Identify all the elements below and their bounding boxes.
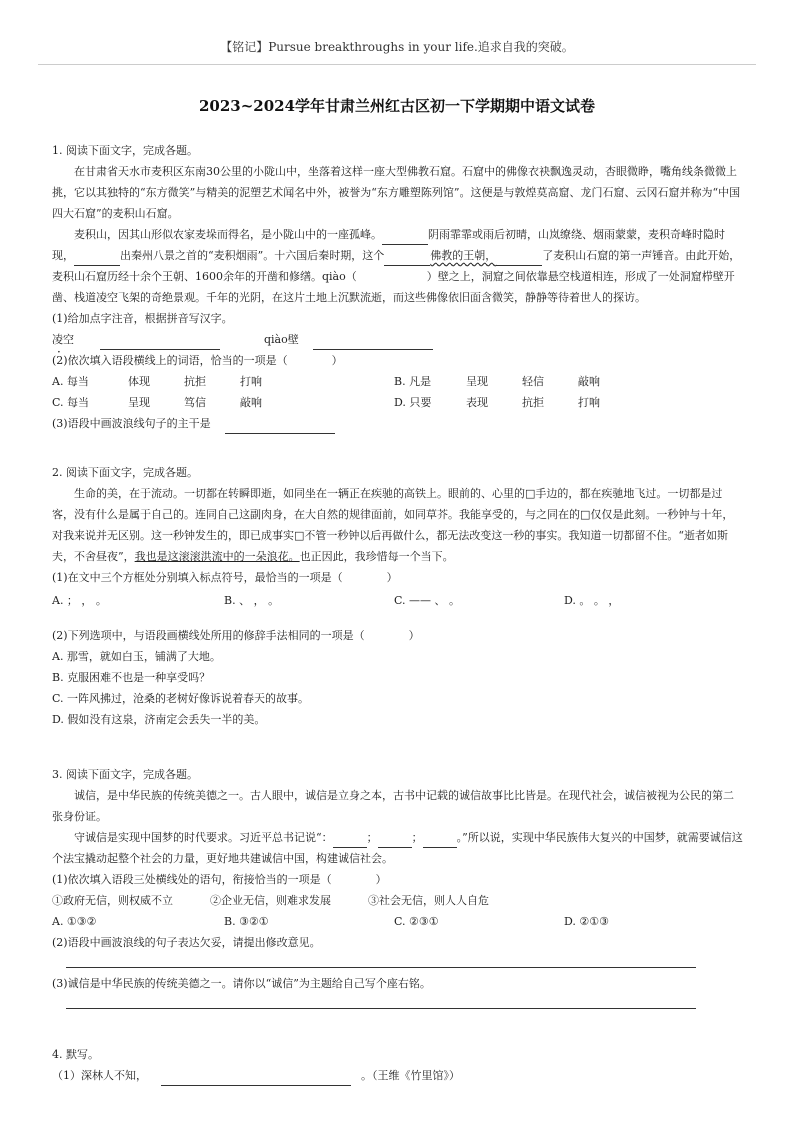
q1-opt-a-w4: 打响 [240,375,262,388]
q4-l1-part-a: （1）深林人不知， [52,1069,147,1082]
q1-option-b[interactable] [394,371,634,392]
q3-p2-part-a: 守诚信是实现中国梦的时代要求。习近平总书记说“： [74,831,333,844]
q2-option-c[interactable]: C. —— 、 。 [394,594,461,607]
q1-p2-part-d: 佛教的王朝， [430,249,497,262]
q2-option-a[interactable]: A. ； ， 。 [52,594,107,607]
q3-sub-3-answer-line[interactable] [66,1008,696,1009]
question-3 [52,764,744,994]
q1-word-qiaobi: qiào壁 [264,333,299,346]
q1-sub-3-answer-line[interactable] [225,420,335,434]
q4-blank-1[interactable] [161,1072,351,1086]
q1-p2-part-e: 了麦积山石窟的第一声锤音。由此开始，麦积山石窟历经十余个王朝、1600余年的开凿和修缮。qiào（ [52,249,741,283]
q2-choice-c[interactable]: C. 一阵风拂过，沧桑的老树好像诉说着春天的故事。 [52,692,310,705]
q1-opt-b-w1: B. 凡是 [394,375,432,388]
header-divider [38,64,756,65]
q1-word-lingkong: 凌空 [52,333,74,346]
q1-opt-c-w3: 笃信 [184,396,206,409]
q1-opt-b-w4: 敲响 [578,375,600,388]
q2-sub-1: (1)在文中三个方框处分别填入标点符号，最恰当的一项是（ ） [52,571,398,584]
q3-option-d[interactable]: D. ②①③ [564,915,610,928]
q1-sub-3 [52,413,744,434]
q3-paragraph-1: 诚信，是中华民族的传统美德之一。古人眼中，诚信是立身之本，古书中记载的诚信故事比比皆是。在现代社会，诚信被视为公民的第二张身份证。 [52,789,734,823]
q1-opt-d-w1: D. 只要 [394,396,432,409]
q2-choice-a[interactable]: A. 那雪，就如白玉，铺满了大地。 [52,650,221,663]
q3-sub-2-answer-line[interactable] [66,967,696,968]
question-1 [52,140,744,434]
q2-p1-part-a: 生命的美，在于流动。一切都在转瞬即逝，如同坐在一辆正在疾驰的高铁上。眼前的、心里的□手边的，都在疾驰地飞过。一切都是过客，没有什么是属于自己的。连同自己这副肉身，在大自然的规律面前，如同草芥。我能享受的，与之同在的□仅仅是此刻。一秒钟与十年，对我来说并无区别。这一秒钟发生的，即已成事实□不管一秒钟以后再做什么，都无法改变这一秒的事实。我知道一切都留不住。“逝者如斯夫，不舍昼夜”， [52,487,734,563]
q4-line-1 [52,1065,744,1086]
q1-p2-part-c: 出秦州八景之首的“麦积烟雨”。十六国后秦时期，这个 [120,249,385,262]
q1-sub-1-answers [52,329,744,350]
q3-options-row [52,911,744,932]
q3-p2-part-b: ； [366,831,378,844]
question-2 [52,462,744,730]
q3-items-row [52,890,744,911]
exam-title: 2023~2024学年甘肃兰州红古区初一下学期期中语文试卷 [198,97,596,115]
q3-p2-part-d: 。”所以说，实现中华民族伟大复兴的中国梦，就需要诚信这个法宝撬动起整个社会的力量，更好地共建诚信中国，构建诚信社会。 [52,831,743,865]
q4-heading: 4. 默写。 [52,1048,99,1061]
q1-option-d[interactable] [394,392,634,413]
q3-blank-1[interactable] [333,834,367,848]
q3-blank-2[interactable] [378,834,412,848]
q1-paragraph-2 [52,224,744,308]
q1-blank-2[interactable] [74,252,120,266]
q1-options-row-1 [52,371,744,392]
q2-options-row [52,590,744,611]
q1-option-c[interactable] [52,392,394,413]
q1-opt-a-w2: 体现 [128,375,150,388]
q2-choice-d[interactable]: D. 假如没有这泉，济南定会丢失一半的美。 [52,713,266,726]
q1-opt-b-w2: 呈现 [466,375,488,388]
q1-opt-b-w3: 轻信 [522,375,544,388]
q1-answer-line-2[interactable] [313,336,433,350]
q1-p2-part-a: 麦积山，因其山形似农家麦垛而得名，是小陇山中的一座孤峰。 [74,228,382,241]
q2-underlined-sentence: 我也是这滚滚洪流中的一朵浪花。 [134,550,300,563]
q1-options-row-2 [52,392,744,413]
q3-sub-3: (3)诚信是中华民族的传统美德之一。请你以“诚信”为主题给自己写个座右铭。 [52,977,431,990]
q3-paragraph-2 [52,827,744,869]
q3-item-1: ①政府无信，则权威不立 [52,894,173,907]
q1-blank-3[interactable] [384,252,430,266]
q2-sub-2: (2)下列选项中，与语段画横线处所用的修辞手法相同的一项是（ ） [52,629,420,642]
q1-opt-d-w3: 抗拒 [522,396,544,409]
q1-answer-line-1[interactable] [100,336,220,350]
q1-p2-part-b: 阴雨霏霏或雨后初晴，山岚缭绕、烟雨蒙蒙，麦积奇峰时隐时现， [52,228,725,262]
q1-opt-c-w2: 呈现 [128,396,150,409]
q1-paragraph-1: 在甘肃省天水市麦积区东南30公里的小陇山中，坐落着这样一座大型佛教石窟。石窟中的佛像衣袂飘逸灵动，杏眼微睁，嘴角线条微微上挑，它以其独特的“东方微笑”与精美的泥塑艺术闻名中外，被誉为“东方雕塑陈列馆”。这便是与敦煌莫高窟、龙门石窟、云冈石窟并称为“中国四大石窟”的麦积山石窟。 [52,165,741,220]
q3-sub-1: (1)依次填入语段三处横线处的语句，衔接恰当的一项是（ ） [52,873,387,886]
q1-heading: 1. 阅读下面文字，完成各题。 [52,144,198,157]
q1-sub-1: (1)给加点字注音，根据拼音写汉字。 [52,312,233,325]
q2-heading: 2. 阅读下面文字，完成各题。 [52,466,198,479]
q1-sub-3-text: (3)语段中画波浪线句子的主干是 [52,417,211,430]
q1-p2-part-f: ）壁之上，洞窟之间依靠悬空栈道相连，形成了一处洞窟栉壁开凿、栈道凌空飞架的奇绝景观。千年的光阴，在这片土地上沉默流逝，而这些佛像依旧面含微笑，静静等待着世人的探访。 [52,270,735,304]
q3-item-2: ②企业无信，则难求发展 [210,894,331,907]
q2-paragraph-1 [52,483,744,567]
q2-option-d[interactable]: D. 。 。 ， [564,594,620,607]
q2-choice-b[interactable]: B. 克服困难不也是一种享受吗？ [52,671,211,684]
q1-sub-2: (2)依次填入语段横线上的词语，恰当的一项是（ ） [52,354,343,367]
q3-sub-2: (2)语段中画波浪线的句子表达欠妥，请提出修改意见。 [52,936,321,949]
q3-heading: 3. 阅读下面文字，完成各题。 [52,768,198,781]
q2-p1-part-c: 也正因此，我珍惜每一个当下。 [299,550,454,563]
q2-option-b[interactable]: B. 、 ， 。 [224,594,280,607]
q1-option-a[interactable] [52,371,394,392]
q1-opt-c-w4: 敲响 [240,396,262,409]
q3-option-b[interactable]: B. ③②① [224,915,269,928]
q3-option-c[interactable]: C. ②③① [394,915,439,928]
q1-blank-1[interactable] [382,231,428,245]
q3-item-3: ③社会无信，则人人自危 [368,894,489,907]
question-4 [52,1044,744,1086]
q1-opt-d-w2: 表现 [466,396,488,409]
q3-blank-3[interactable] [423,834,457,848]
q1-opt-d-w4: 打响 [578,396,600,409]
q1-opt-a-w3: 抗拒 [184,375,206,388]
header-motto: 【铭记】Pursue breakthroughs in your life.追求自我的突破。 [220,40,574,54]
q3-option-a[interactable]: A. ①③② [52,915,97,928]
q1-opt-a-w1: A. 每当 [52,375,89,388]
q1-opt-c-w1: C. 每当 [52,396,90,409]
q3-p2-part-c: ； [411,831,423,844]
q1-blank-4[interactable] [496,252,542,266]
q4-l1-part-b: 。（王维《竹里馆》） [361,1069,460,1082]
